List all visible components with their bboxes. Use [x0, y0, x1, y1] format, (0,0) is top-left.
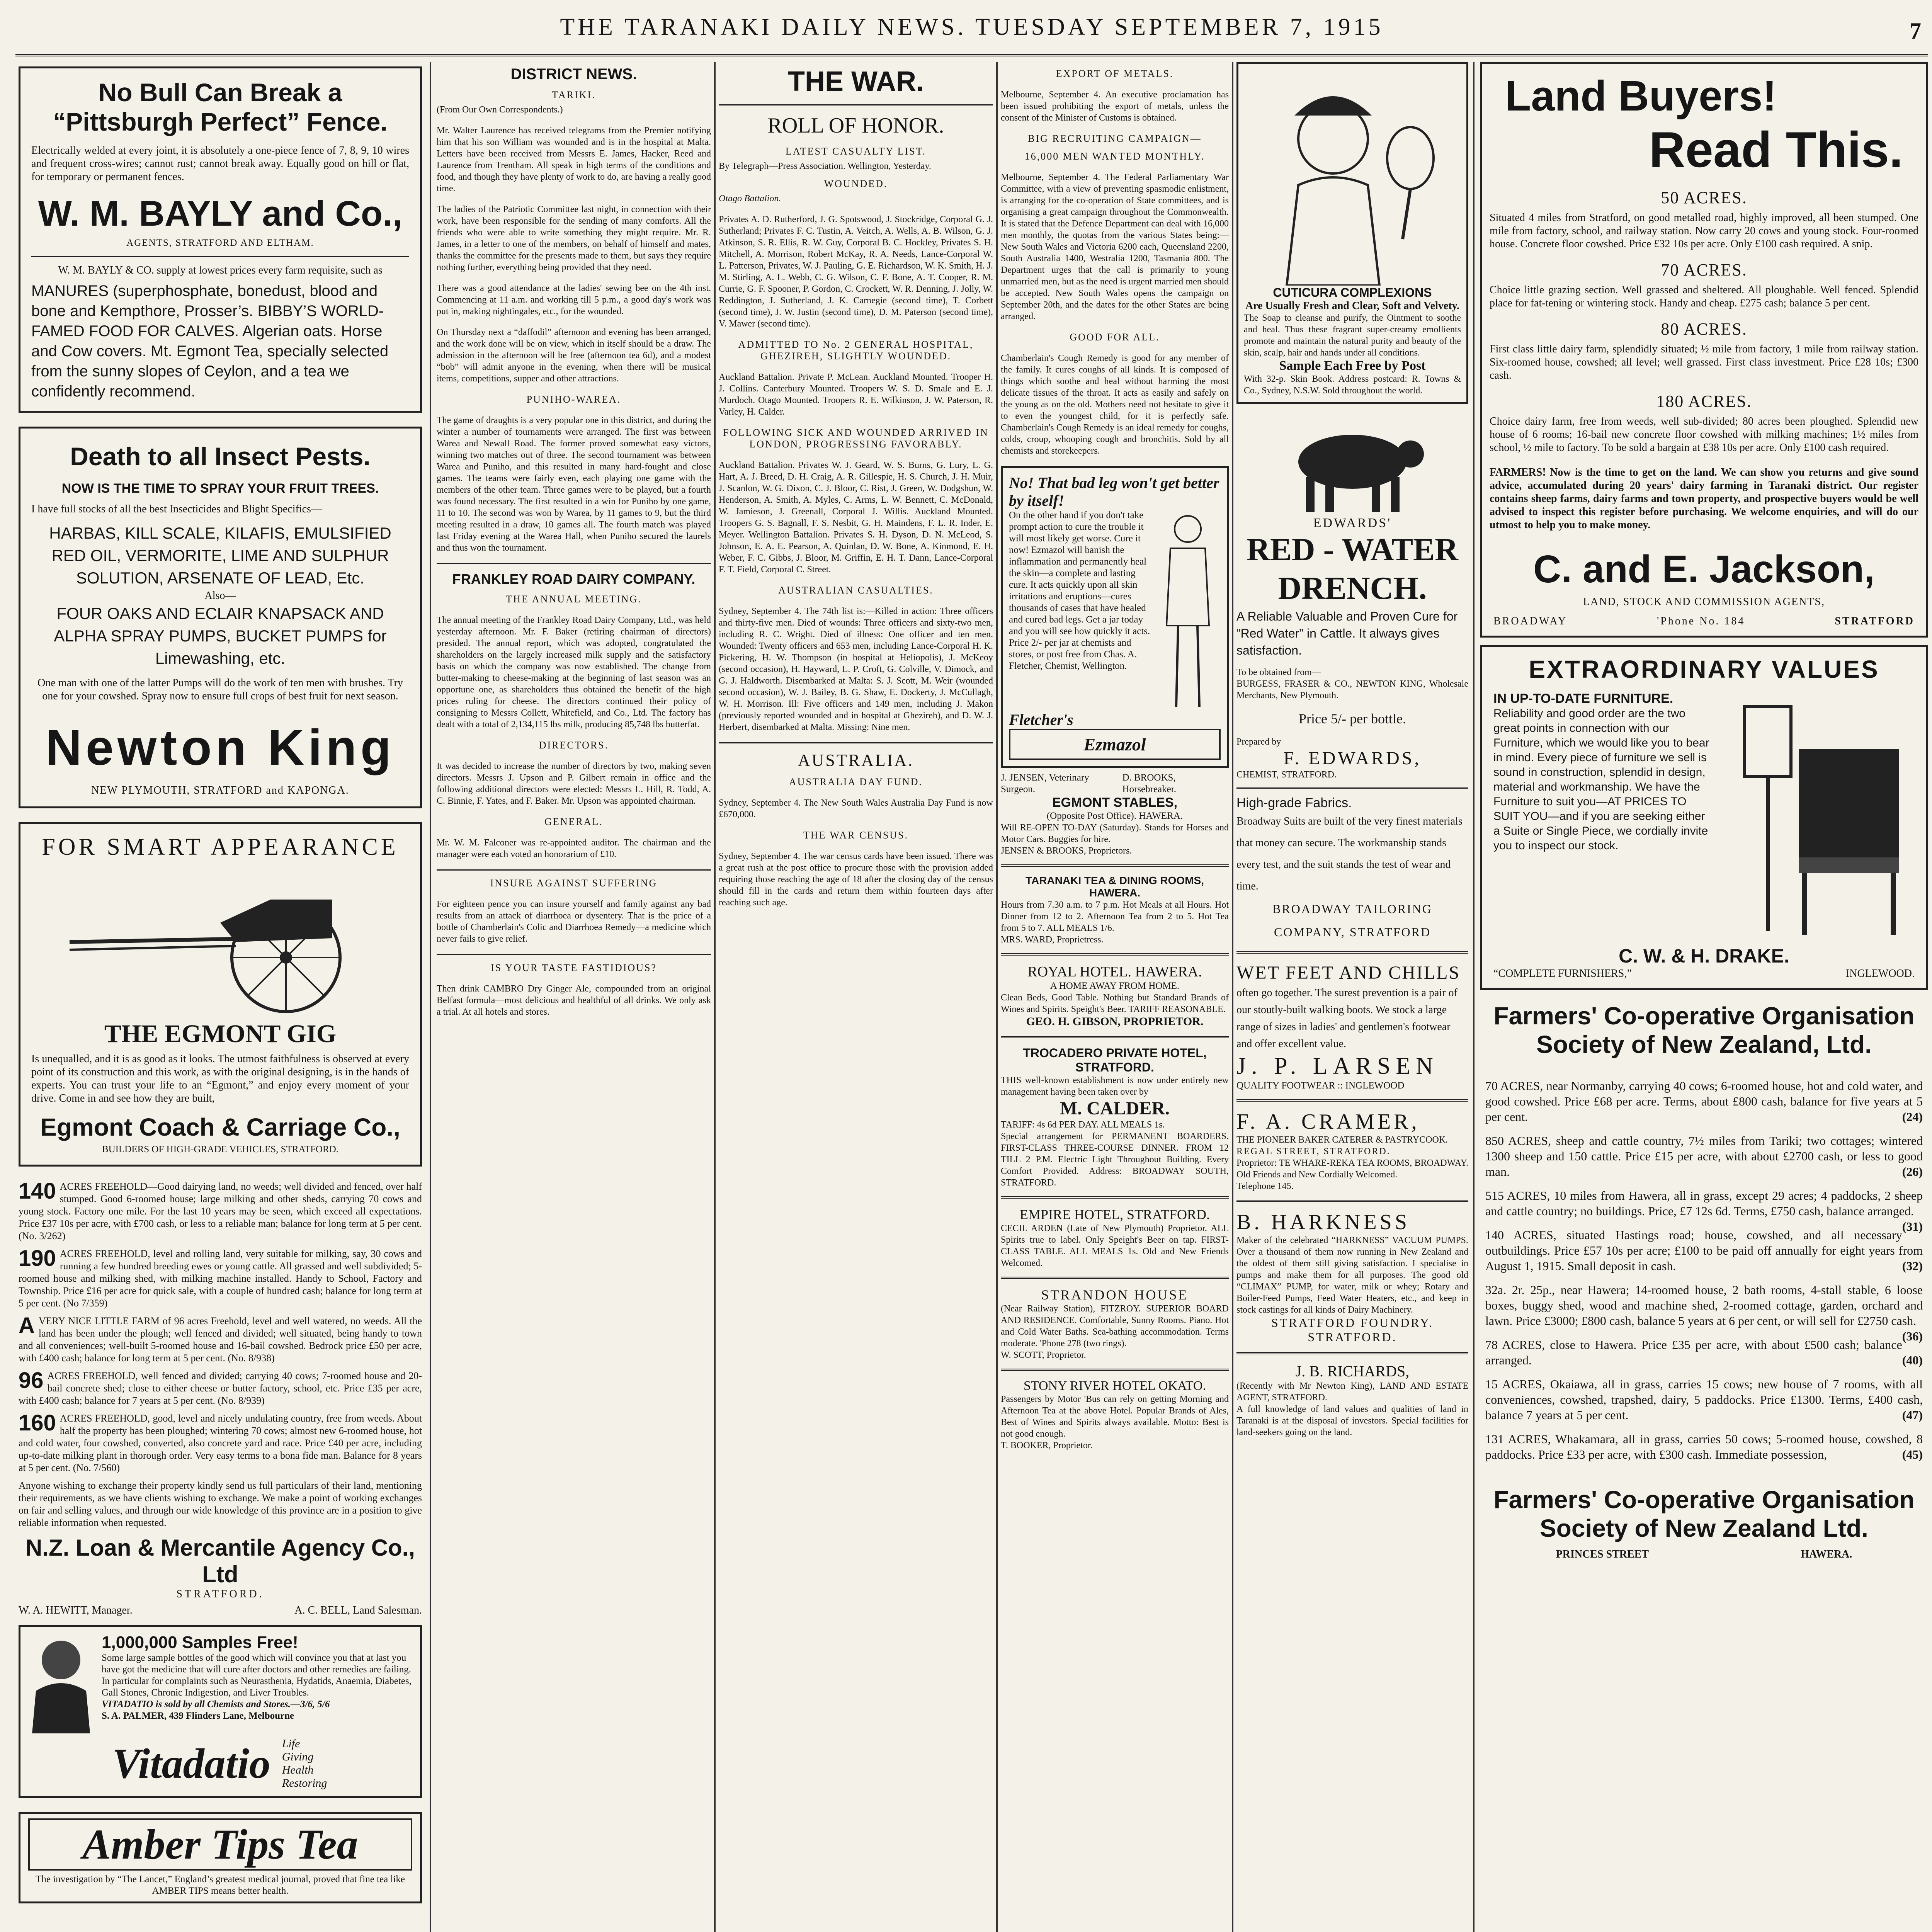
section-title: THE WAR. — [788, 66, 924, 97]
ad-line: Prepared by — [1236, 737, 1281, 747]
list-item: 160 ACRES FREEHOLD, good, level and nicely undulating country, free from weeds. About half the property has been ploughed; wintering 70 cows; almost new 6-roomed house, hot and cold water, four cowshed, converted, also concrete yard and race. Price £40 per acre, including up-to-date milking plant in thorough order. Very easy terms to a bona fide man. Balance for 8 years at 5 per cent. (No. 7/560) — [19, 1410, 422, 1473]
business-body: CECIL ARDEN (Late of New Plymouth) Proprietor. ALL Spirits true to label. Only Speight's Beer on tap. FIRST-CLASS TABLE. ALL MEALS 1s. Old and New Friends Welcomed. — [1001, 1223, 1229, 1268]
business-name: STONY RIVER HOTEL OKATO. — [1023, 1379, 1206, 1393]
article-paragraph: For eighteen pence you can insure yourself and family against any bad results from an attack of diarrhoea or dysentery. That is the price of a bottle of Chamberlain's Colic and Diarrhoea Remedy—a medicine which never fails to give relief. — [437, 899, 711, 944]
farm-listing: 15 ACRES, Okaiawa, all in grass, carries 15 cows; new house of 7 rooms, with all conveniences, cowshed, trapshed, dairy, 5 paddocks. Price £1300. Terms, £400 cash, balance 7 years at 5 per cent. (47) — [1485, 1377, 1923, 1422]
ad-body: One man with one of the latter Pumps will do the work of ten men with brushes. Try one for your cowshed. Spray now to ensure full crops of best fruit for next season. — [37, 677, 403, 702]
article-paragraph: The ladies of the Patriotic Committee last night, in connection with their work, have been responsible for the sending of many comforts. All the friends who were able to write something they might require. Mr. R. James, in a letter to one of the members, on behalf of himself and mates, thanks the committee for the presents made to them, but says they require nothing further, everything being provided that they need. — [437, 204, 711, 272]
ad-items: FOUR OAKS AND ECLAIR KNAPSACK AND ALPHA SPRAY PUMPS, BUCKET PUMPS for Limewashing, etc. — [54, 604, 387, 667]
ad-items: HARBAS, KILL SCALE, KILAFIS, EMULSIFIED RED OIL, VERMORITE, LIME AND SULPHUR SOLUTION, ARSENATE OF LEAD, Etc. — [49, 524, 391, 587]
business-proprietor: GEO. H. GIBSON, PROPRIETOR. — [1026, 1015, 1204, 1028]
column-rule — [714, 62, 716, 1932]
article-paragraph: Mr. Walter Laurence has received telegrams from the Premier notifying him that his son William was wounded and is in the hospital at Malta. Letters have been received from Messrs E. James, Hacker, Reed and Laurence from Trentham. All speak in high terms of the conditions and food, and though they have plenty of work to do, are having a really good time. — [437, 126, 711, 194]
man-portrait-icon — [28, 1633, 94, 1733]
advertiser-name: Newton King — [45, 719, 395, 776]
advertiser-sub: NEW PLYMOUTH, STRATFORD and KAPONGA. — [91, 784, 349, 796]
farm-listing: 515 ACRES, 10 miles from Hawera, all in grass, except 29 acres; 4 paddocks, 2 sheep and cattle country; no buildings. Price, £7 12s 6d. Terms, £750 cash, balance arranged. (31) — [1485, 1189, 1923, 1233]
advertiser-name: F. EDWARDS, — [1283, 748, 1422, 769]
ad-body: The investigation by “The Lancet,” England’s greatest medical journal, proved that fine tea like AMBER TIPS means better health. — [36, 1874, 405, 1896]
article-paragraph: Sydney, September 4. The New South Wales Australia Day Fund is now £670,000. — [719, 798, 993, 820]
man-figure-icon — [1155, 510, 1221, 711]
fletchers-brand: Fletcher's — [1009, 711, 1073, 728]
advertiser-sub: (Recently with Mr Newton King), LAND AND ESTATE AGENT, STRATFORD. — [1236, 1381, 1468, 1403]
land-buyers-ad — [1480, 62, 1928, 638]
article-subheading: 16,000 MEN WANTED MONTHLY. — [1024, 151, 1205, 162]
article-paragraph: It was decided to increase the number of directors by two, making seven directors. Messrs J. Upson and P. Gilbert remain in office and the following additional directors were elected: Messrs L. Hill, R. Todd, A. C. Binnie, F. Yates, and F. Baker. Mr. Upson was appointed chairman. — [437, 761, 711, 806]
business-name: STRANDON HOUSE — [1041, 1287, 1189, 1303]
article-heading: EXPORT OF METALS. — [1056, 68, 1174, 79]
advertiser-name: W. M. BAYLY and Co., — [38, 194, 403, 233]
advertiser-sub: LAND, STOCK AND COMMISSION AGENTS, — [1583, 596, 1825, 608]
ad-line: To be obtained from— — [1236, 667, 1321, 677]
business-body: Clean Beds, Good Table. Nothing but Standard Brands of Wines and Spirits. Speight's Beer. TARIFF REASONABLE. — [1001, 993, 1229, 1014]
ad-headline: WET FEET AND CHILLS — [1236, 963, 1461, 983]
business-name: TARANAKI TEA & DINING ROOMS, HAWERA. — [1026, 874, 1204, 899]
advertiser-name: C. W. & H. DRAKE. — [1619, 945, 1789, 967]
bayly-fence-ad — [19, 66, 422, 413]
article-paragraph: On Thursday next a “daffodil” afternoon and evening has been arranged, and the work done will be on view, which in itself should be a draw. The admission in the afternoon will be free (afternoon tea 6d), and a modest “bob” will admit anyone in the evening, when there will be musical items, competitions, supper and other attractions. — [437, 327, 711, 384]
business-proprietor: W. SCOTT, Proprietor. — [1001, 1350, 1086, 1360]
column-rule — [1473, 62, 1475, 1932]
street: PRINCES STREET — [1556, 1548, 1649, 1560]
article-subheading: ADMITTED TO No. 2 GENERAL HOSPITAL, GHEZIREH, SLIGHTLY WOUNDED. — [738, 339, 974, 362]
cow-icon — [1236, 415, 1468, 516]
article-subheading: WOUNDED. — [824, 178, 888, 189]
masthead-title: THE TARANAKI DAILY NEWS. TUESDAY SEPTEMBER 7, 1915 — [560, 14, 1384, 40]
tagline: “COMPLETE FURNISHERS,” — [1493, 968, 1632, 980]
business-body: THIS well-known establishment is now under entirely new management having been taken over by — [1001, 1075, 1229, 1097]
salesman: A. C. BELL, Land Salesman. — [294, 1604, 422, 1616]
page-number: 7 — [1910, 18, 1924, 44]
unit-name: Otago Battalion. — [719, 194, 781, 204]
advertiser-name: N.Z. Loan & Mercantile Agency Co., Ltd — [26, 1535, 415, 1587]
business-sub: A HOME AWAY FROM HOME. — [1050, 981, 1180, 991]
business-name: ROYAL HOTEL. HAWERA. — [1027, 964, 1202, 980]
ad-headline: High-grade Fabrics. — [1236, 796, 1352, 810]
ad-body: Is unequalled, and it is as good as it looks. The utmost faithfulness is observed at every point of its construction and this work, as with the original designing, is in the hands of experts. You can trust your life to an “Egmont,” and enjoy every moment of your drive. Come in and see how they are built, — [31, 1053, 409, 1104]
column-2 — [437, 62, 711, 1932]
business-body: Will RE-OPEN TO-DAY (Saturday). Stands for Horses and Motor Cars. Buggies for hire. — [1001, 823, 1229, 844]
ad-body: Maker of the celebrated “HARKNESS” VACUUM PUMPS. Over a thousand of them now running in New Zealand and the oldest of them still giving satisfaction. I specialise in pumps and make them for all purposes. The good old “CLIMAX” PUMP, for water, milk or whey; Rotary and Boiler-Feed Pumps, Feed Water Heaters, etc., and keep in stock castings for all kinds of Dairy Machinery. — [1236, 1235, 1468, 1315]
ezmazol-jar-label: Ezmazol — [1009, 729, 1221, 760]
business-proprietor: M. CALDER. — [1060, 1098, 1170, 1119]
ad-headline: Farmers' Co-operative Organisation — [1493, 1002, 1915, 1030]
article-paragraph: There was a good attendance at the ladies' sewing bee on the 4th inst. Commencing at 11 a.m. and working till 5 p.m., a good day's work was put in, making nightingales, etc., for the wounded. — [437, 283, 711, 316]
egmont-gig-ad — [19, 822, 422, 1167]
advertiser-sub: BUILDERS OF HIGH-GRADE VEHICLES, STRATFORD. — [102, 1144, 339, 1155]
article-paragraph: Then drink CAMBRO Dry Ginger Ale, compounded from an original Belfast formula—most delicious and healthful of all drinks. We only ask a trial. At all hotels and stores. — [437, 984, 711, 1017]
section-title: DISTRICT NEWS. — [510, 66, 637, 83]
advertiser-name: J. B. RICHARDS, — [1295, 1362, 1410, 1380]
business-body: Special arrangement for PERMANENT BOARDERS. FIRST-CLASS THREE-COURSE DINNER. FROM 12 TILL 2 P.M. Electric Light Throughout Building. Every Comfort Provided. Address: BROADWAY SOUTH, STRATFORD. — [1001, 1131, 1229, 1188]
article-subheading: DIRECTORS. — [539, 740, 609, 751]
article-paragraph: Melbourne, September 4. The Federal Parliamentary War Committee, with a view of preventing spasmodic enlistment, is arranging for the co-operation of State committees, and is organising a great campaign throughout the Commonwealth. It is stated that the Defence Department can deal with 16,000 men monthly, the quotas from the various States being:—New South Wales and Victoria 6200 each, Queensland 2200, South Australia 1400, Westralia 1200, Tasmania 800. The Department urges that the call is primarily to young unmarried men, but as the need is urgent married men should be accepted. New South Wales opens the campaign on September 20th, and the dates for the other States are being arranged. — [1001, 172, 1229, 321]
ad-line: W. M. BAYLY & CO. supply at lowest prices every farm requisite, such as — [58, 264, 383, 276]
town: HAWERA. — [1801, 1548, 1852, 1560]
advertiser-name: Egmont Coach & Carriage Co., — [40, 1113, 400, 1141]
ad-offer: Sample Each Free by Post — [1279, 359, 1426, 373]
list-item: 96 ACRES FREEHOLD, well fenced and divided; carrying 40 cows; 7-roomed house and 20-bail concrete shed; close to either cheese or butter factory, school, etc. Price £35 per acre, with £400 cash; balance for 7 years at 5 per cent. (No. 8/939) — [19, 1368, 422, 1406]
vitadatio-ad — [19, 1625, 422, 1798]
manager: W. A. HEWITT, Manager. — [19, 1604, 133, 1616]
article-heading: FRANKLEY ROAD DAIRY COMPANY. — [452, 571, 696, 587]
ad-body: Some large sample bottles of the good which will convince you that at last you have got the medicine that will cure after doctors and other remedies are failing. In particular for complaints such as Neurasthenia, Hydatids, Anaemia, Diabetes, Gall Stones, Chronic Indigestion, and Liver Troubles. — [102, 1653, 412, 1698]
acre-body: Choice dairy farm, free from weeds, well sub-divided; 80 acres been ploughed. Splendid new house of 6 rooms; 16-bail new concrete floor cowshed with milking machines; 1½ miles from school, ½ mile to factory. To be sold a bargain at £38 10s per acre. Only £100 cash required. — [1490, 415, 1918, 454]
town: INGLEWOOD. — [1845, 968, 1915, 980]
town: STRATFORD — [1835, 615, 1915, 627]
business-body: Hours from 7.30 a.m. to 7 p.m. Hot Meals at all Hours. Hot Dinner from 12 to 2. Afternoon Tea from 2 to 5. Hot Tea from 5 to 7. ALL MEALS 1/6. — [1001, 900, 1229, 933]
amber-tips-logo: Amber Tips Tea — [28, 1818, 412, 1871]
ad-body: A Reliable Valuable and Proven Cure for “Red Water” in Cattle. It always gives satisfaction. — [1236, 609, 1458, 657]
ad-distributors: BURGESS, FRASER & CO., NEWTON KING, Wholesale Merchants, New Plymouth. — [1236, 679, 1468, 701]
ad-headline: Read This. — [1649, 121, 1903, 178]
article-subheading: GENERAL. — [544, 816, 603, 827]
ad-body: With 32-p. Skin Book. Address postcard: R. Towns & Co., Sydney, N.S.W. Sold throughout the world. — [1244, 374, 1461, 396]
business-sub: (Opposite Post Office). HAWERA. — [1046, 811, 1183, 821]
ad-headline: Death to all Insect Pests. — [70, 442, 371, 471]
ad-headline: EXTRAORDINARY VALUES — [1529, 655, 1879, 683]
business-body: Passengers by Motor 'Bus can rely on getting Morning and Afternoon Tea at the above Hotel. Popular Brands of Ales, Best of Wines and Spirits always available. Motto: Best is not good enough. — [1001, 1394, 1229, 1439]
business-name: EGMONT STABLES, — [1052, 795, 1178, 810]
ad-headline: Land Buyers! — [1505, 72, 1777, 120]
insect-pests-ad — [19, 427, 422, 808]
column-6 — [1480, 62, 1928, 1932]
advertiser-name: B. HARKNESS — [1236, 1210, 1410, 1234]
brand-name: EDWARDS' — [1313, 516, 1392, 530]
farm-listing: 32a. 2r. 25p., near Hawera; 14-roomed house, 2 bath rooms, 4-stall stable, 6 loose boxes, buggy shed, wood and machine shed, 2-roomed cottage, garden, orchard and lawn. Price £3000; £800 cash, balance 5 years at 6 per cent, or will sell for £2750 cash. (36) — [1485, 1283, 1923, 1343]
advertiser-sub: AGENTS, STRATFORD AND ELTHAM. — [126, 238, 314, 248]
article-paragraph: Chamberlain's Cough Remedy is good for any member of the family. It cures coughs of all kinds. It is composed of things which soothe and heal without harming the most delicate tissues of the throat. It acts as easily and safely on the young as on the old. Mothers need not hesitate to give it to even the youngest child, for it is perfectly safe. Chamberlain's Cough Remedy is an ideal remedy for coughs, colds, croup, whooping cough and bronchitis. Sold by all chemists and storekeepers. — [1001, 353, 1229, 456]
logo-tagline: Life Giving Health Restoring — [282, 1737, 327, 1789]
article-paragraph: The annual meeting of the Frankley Road Dairy Company, Ltd., was held yesterday afternoon. Mr. F. Baker (retiring chairman of directors) presided. The annual report, which was adopted, congratulated the shareholders on the largely increased milk supply and the satisfactory basis on which the company was now established. The change from butter-making to cheese-making at the beginning of last season was an opportune one, as shareholders thus obtained the benefit of the high prices ruling for cheese. The directors continued their policy of consigning to Messrs Collett, Whitefield, and Co., Ltd. The factory has dealt with a total of 2,134,115 lbs milk, producing 85,748 lbs butterfat. — [437, 615, 711, 730]
ad-subhead: IN UP-TO-DATE FURNITURE. — [1493, 691, 1673, 706]
phone: 'Phone No. 184 — [1657, 615, 1745, 627]
advertiser-name: F. A. CRAMER, — [1236, 1110, 1420, 1134]
article-heading: TARIKI. — [552, 89, 596, 100]
acre-heading: 70 ACRES. — [1661, 260, 1747, 279]
column-3 — [719, 62, 993, 1932]
farm-listing: 70 ACRES, near Normanby, carrying 40 cows; 6-roomed house, hot and cold water, and good cowshed. Price £68 per acre. Terms, about £800 cash, balance for five years at 5 per cent. (24) — [1485, 1079, 1923, 1124]
article-paragraph: The game of draughts is a very popular one in this district, and during the winter a number of tournaments were arranged. The first was between Warea and Newall Road. The former proved somewhat easy victors, winning two matches out of three. The second tournament was between Warea and Puniho, and this resulted in many hard-fought and close games. The teams were fairly even, each playing one game with the members of the other team. Three games were to be played, but a fourth was found necessary. The first resulted in a win for Puniho by one game, 11 to 10. The second was won by Warea, by 11 games to 9, but the third meeting resulted in a draw, 10 games all. The fourth match was played last Friday evening at the Warea Hall, when Puniho secured the laurels and thus won the tournament. — [437, 415, 711, 553]
business-body: (Near Railway Station), FITZROY. SUPERIOR BOARD AND RESIDENCE. Comfortable, Sunny Rooms. Piano. Hot and Cold Water Baths. Sea-bathing accommodation. Terms moderate. 'Phone 278 (two rings). — [1001, 1304, 1229, 1349]
acre-heading: 180 ACRES. — [1656, 392, 1752, 411]
acre-heading: 50 ACRES. — [1661, 188, 1747, 207]
article-paragraph: Mr. W. M. Falconer was re-appointed auditor. The chairman and the manager were each voted an honorarium of £10. — [437, 838, 711, 859]
ad-headline: 1,000,000 Samples Free! — [102, 1633, 298, 1652]
ad-headline: “Pittsburgh Perfect” Fence. — [53, 107, 388, 136]
cuticura-ad — [1236, 62, 1468, 404]
coop-ad — [1480, 1002, 1928, 1561]
article-paragraph: Auckland Battalion. Privates W. J. Geard, W. S. Burns, G. Lury, L. G. Hart, A. J. Breed, D. H. Craig, A. R. Gillespie, H. S. Church, J. H. Muir, J. Scanlon, W. G. Dixon, C. J. Bloor, C. Rist, J. Green, W. Dodgshun, W. Henderson, A. Smith, A. Myles, C. Arms, L. W. Bennett, C. McDonald, W. Jamieson, J. Greenall, Corporal J. Willis. Auckland Mounted. Troopers G. S. Bagnall, F. S. Nesbit, G. H. Maindens, F. L. R. Inder, E. Meyer. Wellington Battalion. Privates S. H. Dyson, D. N. McLeod, S. Johnson, E. A. E. Pearson, A. Quinlan, D. W. Bone, A. Kinmond, E. H. Weber, F. C. Gibbs, J. Bloor, M. Griffin, E. H. T. Dann, Lance-Corporal F. T. Field, Corporal C. Street. — [719, 460, 993, 575]
article-subheading: THE ANNUAL MEETING. — [506, 594, 642, 605]
advertiser-sub: THE PIONEER BAKER CATERER & PASTRYCOOK. — [1236, 1135, 1448, 1145]
acre-body: First class little dairy farm, splendidly situated; ½ mile from factory, 1 mile from railway station. Six-roomed house, cowshed; all level; well grassed. First class investment. Price £28 10s; £300 cash. — [1490, 343, 1918, 381]
advertiser-name: BROADWAY TAILORING COMPANY, STRATFORD — [1272, 902, 1432, 939]
ad-body: MANURES (superphosphate, bonedust, blood and bone and Kempthore, Prosser’s. BIBBY’S WORLD-FAMED FOOD FOR CALVES. Algerian oats. Horse and Cow covers. Mt. Egmont Tea, specially selected from the sunny slopes of Ceylon, and a tea we confidently recommend. — [31, 282, 389, 400]
ad-body: A full knowledge of land values and qualities of land in Taranaki is at the disposal of investors. Special facilities for land-seekers going on the land. — [1236, 1404, 1468, 1437]
acre-body: Choice little grazing section. Well grassed and sheltered. All ploughable. Well fenced. Splendid place for fat-tening or wintering stock. Handy and cheap. £275 cash; balance 5 per cent. — [1490, 284, 1918, 309]
business-proprietor: JENSEN & BROOKS, Proprietors. — [1001, 846, 1132, 856]
column-rule — [996, 62, 998, 1932]
advertiser-name: J. P. LARSEN — [1236, 1053, 1439, 1079]
article-heading: BIG RECRUITING CAMPAIGN— — [1028, 133, 1202, 144]
ad-body: Anyone wishing to exchange their property kindly send us full particulars of their land, mentioning their requirements, as we have clients wishing to exchange. We make a point of working exchanges on fair and selling values, and through our wide knowledge of this province are in a position to give reliable information when requested. — [19, 1480, 422, 1528]
business-tariff: TARIFF: 4s 6d PER DAY. ALL MEALS 1s. — [1001, 1120, 1165, 1130]
column-4 — [1001, 62, 1229, 1932]
article-paragraph: Melbourne, September 4. An executive proclamation has been issued prohibiting the export of metals, unless the consent of the Minister of Customs is obtained. — [1001, 90, 1229, 123]
byline: By Telegraph—Press Association. Wellington, Yesterday. — [719, 161, 931, 171]
article-heading: AUSTRALIA. — [798, 751, 914, 770]
acre-heading: 80 ACRES. — [1661, 320, 1747, 338]
street: BROADWAY — [1493, 615, 1568, 627]
ad-body: On the other hand if you don't take prompt action to cure the trouble it will most likely get worse. Cure it now! Ezmazol will banish the inflammation and permanently heal the skin—a complete and lasting cure. It acts quickly upon all skin irritations and eruptions—cures thousands of cases that have healed and cured bad legs. Get a jar today and you will see how quickly it acts. Price 2/- per jar at chemists and stores, or post free from Chas. A. Fletcher, Chemist, Wellington. — [1009, 510, 1150, 671]
ad-title: THE EGMONT GIG — [104, 1020, 337, 1048]
article-heading: PUNIHO-WAREA. — [526, 394, 621, 405]
farm-listing: 850 ACRES, sheep and cattle country, 7½ miles from Tariki; two cottages; wintered 1300 sheep and 150 cattle. Price £15 per acre, with about £2700 cash, or less to good man. (26) — [1485, 1134, 1923, 1179]
business-name: EMPIRE HOTEL, STRATFORD. — [1019, 1207, 1210, 1222]
drake-furniture-ad — [1480, 645, 1928, 990]
advertiser-sub: CHEMIST, STRATFORD. — [1236, 770, 1337, 780]
article-subheading: LATEST CASUALTY LIST. — [785, 146, 927, 157]
ad-headline: No Bull Can Break a — [98, 78, 342, 107]
advertiser-address: REGAL STREET, STRATFORD. — [1236, 1146, 1391, 1156]
gig-carriage-icon — [31, 861, 409, 1015]
horsebreaker-name: D. BROOKS, Horsebreaker. — [1122, 772, 1176, 794]
article-heading: INSURE AGAINST SUFFERING — [490, 878, 658, 889]
masthead — [15, 8, 1928, 56]
armchair-icon — [1721, 691, 1915, 939]
list-item: 190 ACRES FREEHOLD, level and rolling land, very suitable for milking, say, 30 cows and running a few hundred breeding ewes or young cattle. All grassed and well subdivided; 5-roomed house and milking shed, with milking machine installed. Handy to School, Factory and Township. Price £16 per acre for quick sale, with a couple of hundred cash; balance for long term at 5 per cent. (No 7/359) — [19, 1246, 422, 1309]
farm-listing: 78 ACRES, close to Hawera. Price £35 per acre, with about £500 cash; balance arranged. (40) — [1485, 1338, 1923, 1367]
business-name: TROCADERO PRIVATE HOTEL, STRATFORD. — [1023, 1046, 1207, 1074]
vitadatio-logo: Vitadatio — [112, 1740, 270, 1787]
vet-name: J. JENSEN, Veterinary Surgeon. — [1001, 772, 1089, 794]
article-heading: GOOD FOR ALL. — [1070, 332, 1160, 343]
amber-tips-ad — [19, 1812, 422, 1903]
ad-body: The Soap to cleanse and purify, the Ointment to soothe and heal. Thus these fragrant super-creamy emollients promote and maintain the natural purity and beauty of the skin, scalp, hair and hands under all conditions. — [1244, 313, 1461, 358]
ad-headline: FOR SMART APPEARANCE — [42, 834, 399, 860]
ad-headline: RED - WATER DRENCH. — [1247, 532, 1458, 606]
article-subheading: FOLLOWING SICK AND WOUNDED ARRIVED IN LONDON, PROGRESSING FAVORABLY. — [723, 427, 989, 450]
advertiser-name: Society of New Zealand Ltd. — [1540, 1514, 1868, 1542]
column-1 — [15, 62, 425, 1932]
article-subheading: AUSTRALIA DAY FUND. — [789, 776, 923, 787]
ad-line: Also— — [204, 590, 236, 602]
ad-headline: Society of New Zealand, Ltd. — [1536, 1031, 1872, 1058]
advertiser-name: Farmers' Co-operative Organisation — [1493, 1486, 1915, 1514]
telephone: Telephone 145. — [1236, 1181, 1294, 1191]
ad-subhead: Are Usually Fresh and Clear, Soft and Velvety. — [1245, 300, 1460, 312]
loan-listings — [15, 1180, 425, 1617]
ad-body: Reliability and good order are the two great points in connection with our Furniture, which we would like you to bear in mind. Every piece of furniture we sell is sound in construction, splendid in design, material and workmanship. We have the Furniture to suit you—AT PRICES TO SUIT YOU—and if you are seeking either a Suite or Single Piece, we cordially invite you to inspect our stock. — [1493, 707, 1709, 852]
article-heading: IS YOUR TASTE FASTIDIOUS? — [491, 962, 657, 973]
business-proprietor: T. BOOKER, Proprietor. — [1001, 1440, 1093, 1451]
advertiser-place: STRATFORD. — [176, 1588, 264, 1600]
ad-subhead: NOW IS THE TIME TO SPRAY YOUR FRUIT TREES. — [61, 481, 379, 496]
ad-line: I have full stocks of all the best Insecticides and Blight Specifics— — [31, 503, 322, 515]
column-rule — [1232, 62, 1233, 1932]
farm-listing: 140 ACRES, situated Hastings road; house, cowshed, and all necessary outbuildings. Price £57 10s per acre; £100 to be paid off annually for eight years from August 1, 1915. Small deposit in cash. (32) — [1485, 1228, 1923, 1273]
advertiser-name: C. and E. Jackson, — [1533, 548, 1875, 591]
business-proprietor: MRS. WARD, Proprietress. — [1001, 935, 1104, 945]
ezmazol-ad — [1001, 466, 1229, 768]
article-paragraph: Privates A. D. Rutherford, J. G. Spotswood, J. Stockridge, Corporal G. J. Sutherland; Privates F. C. Tustin, A. Veitch, A. Wells, A. B. Wilson, G. J. Atkinson, S. R. Ellis, R. W. Guy, Corporal B. C. Hockley, Privates S. H. Mitchell, A. Morrison, Robert McKay, R. A. Needs, Lance-Corporal W. L. Patterson, Privates, W. J. Pauling, G. E. Richardson, W. K. Smith, H. J. M. Stirling, A. L. Webb, C. G. Wilson, C. F. Bone, A. T. Cooper, R. M. Currie, G. F. Spooner, P. Gordon, C. Crockett, W. R. Denning, J. Jolly, W. Reddington, J. Sutherland, J. K. Carnegie (second time), T. Corbett (second time), J. W. Justin (second time), D. M. Paterson (second time), V. Mawer (second time). — [719, 214, 993, 329]
byline: (From Our Own Correspondents.) — [437, 105, 563, 115]
ad-body: Proprietor: TE WHARE-REKA TEA ROOMS, BROADWAY. Old Friends and New Cordially Welcomed. — [1236, 1158, 1468, 1180]
column-rule — [430, 62, 431, 1932]
ad-address: S. A. PALMER, 439 Flinders Lane, Melbourne — [102, 1711, 294, 1721]
ad-body: FARMERS! Now is the time to get on the land. We can show you returns and give sound advice, accumulated during 20 years' dairy farming in Taranaki district. Our register contains sheep farms, dairy farms and town property, and prospective buyers would be well advised to inspect this register before purchasing. We welcome enquiries, and will do our utmost to help you to make money. — [1490, 466, 1918, 531]
list-item: AVERY NICE LITTLE FARM of 96 acres Freehold, level and well watered, no weeds. All the land has been under the plough; well fenced and divided; well situated, being handy to town and all conveniences; well-built 5-roomed house and 16-bail cowshed. Bedrock price £50 per acre, with £400 cash; balance for long term at 5 per cent. (No. 8/938) — [19, 1313, 422, 1364]
list-item: 140 ACRES FREEHOLD—Good dairying land, no weeds; well divided and fenced, over half stumped. Good 6-roomed house; large milking and other sheds, carrying 70 cows and young stock. Factory one mile. For the last 10 years may be seen, which exceed all expectations. Price £37 10s per acre, with £700 cash, or less to a reliable man; balance for long term at 5 per cent. (No. 3/262) — [19, 1179, 422, 1242]
ad-body: Electrically welded at every joint, it is absolutely a one-piece fence of 7, 8, 9, 10 wires and frequent cross-wires; cannot rust; cannot break away. Equally good on hill or flat, for temporary or permanent fences. — [31, 145, 409, 183]
article-paragraph: Auckland Battalion. Private P. McLean. Auckland Mounted. Trooper H. J. Collins. Canterbury Mounted. Troopers W. S. D. Smale and E. J. Murdoch. Otago Mounted. Troopers R. E. Wilkinson, J. W. Paterson, R. Varley, H. Calder. — [719, 372, 993, 417]
ad-headline: CUTICURA COMPLEXIONS — [1273, 286, 1432, 299]
ad-price: VITADATIO is sold by all Chemists and Stores.—3/6, 5/6 — [102, 1699, 330, 1709]
ad-body: Broadway Suits are built of the very finest materials that money can secure. The workmanship stands every test, and the suit stands the test of wear and time. — [1236, 815, 1463, 892]
column-5 — [1236, 62, 1468, 1932]
woman-portrait-icon — [1244, 69, 1461, 286]
article-subheading: THE WAR CENSUS. — [803, 830, 909, 841]
article-paragraph: Sydney, September 4. The 74th list is:—Killed in action: Three officers and thirty-five men. Died of wounds: Three officers and sixty-two men, including R. C. Wright. Died of illness: One officer and ten men. Wounded: Twenty officers and 653 men, including Lance-Corporal H. K. Pickering, H. W. Thompson (in hospital at Heliopolis), J. McKeoy (second occasion), H. Hayward, L. P. Croft, G. Colville, V. Dimock, and G. J. Haldworth. Disembarked at Malta: S. J. Scott, M. Weir (wounded second occasion), W. J. Bailey, B. G. Shaw, E. Dockerty, J. McCullagh, W. H. Morrison. Ill: Five officers and 149 men, including J. Makon (previously reported wounded and in hospital at Ghezireh), and D. W. J. Herbert, disembarked at Malta. Missing: Nine men. — [719, 606, 993, 732]
farm-listing: 131 ACRES, Whakamara, all in grass, carries 50 cows; 5-roomed house, cowshed, 8 paddocks. Price £33 per acre, with £300 cash. Immediate possession, (45) — [1485, 1432, 1923, 1461]
advertiser-sub: STRATFORD FOUNDRY. STRATFORD. — [1271, 1316, 1434, 1344]
article-heading: ROLL OF HONOR. — [767, 114, 944, 138]
ad-body: often go together. The surest prevention is a pair of our stoutly-built walking boots. We stock a large range of sizes in ladies' and gentlemen's footwear and offer excellent value. — [1236, 987, 1458, 1050]
advertiser-sub: QUALITY FOOTWEAR :: INGLEWOOD — [1236, 1080, 1405, 1091]
article-paragraph: Sydney, September 4. The war census cards have been issued. There was a great rush at the post office to procure those with the provision added requiring those reaching the age of 18 after the closing day of the census should fill in the cards and return them within fourteen days after reaching such age. — [719, 851, 993, 908]
article-subheading: AUSTRALIAN CASUALTIES. — [778, 585, 934, 596]
acre-body: Situated 4 miles from Stratford, on good metalled road, highly improved, all been stumped. One mile from factory, school, and railway station. Now carry 20 cows and young stock. Four-roomed house. Concrete floor cowshed. Price £32 10s per acre. Only £100 cash required. A snip. — [1490, 212, 1918, 250]
ad-headline: No! That bad leg won't get better by itself! — [1009, 474, 1219, 509]
ad-price: Price 5/- per bottle. — [1299, 711, 1406, 726]
